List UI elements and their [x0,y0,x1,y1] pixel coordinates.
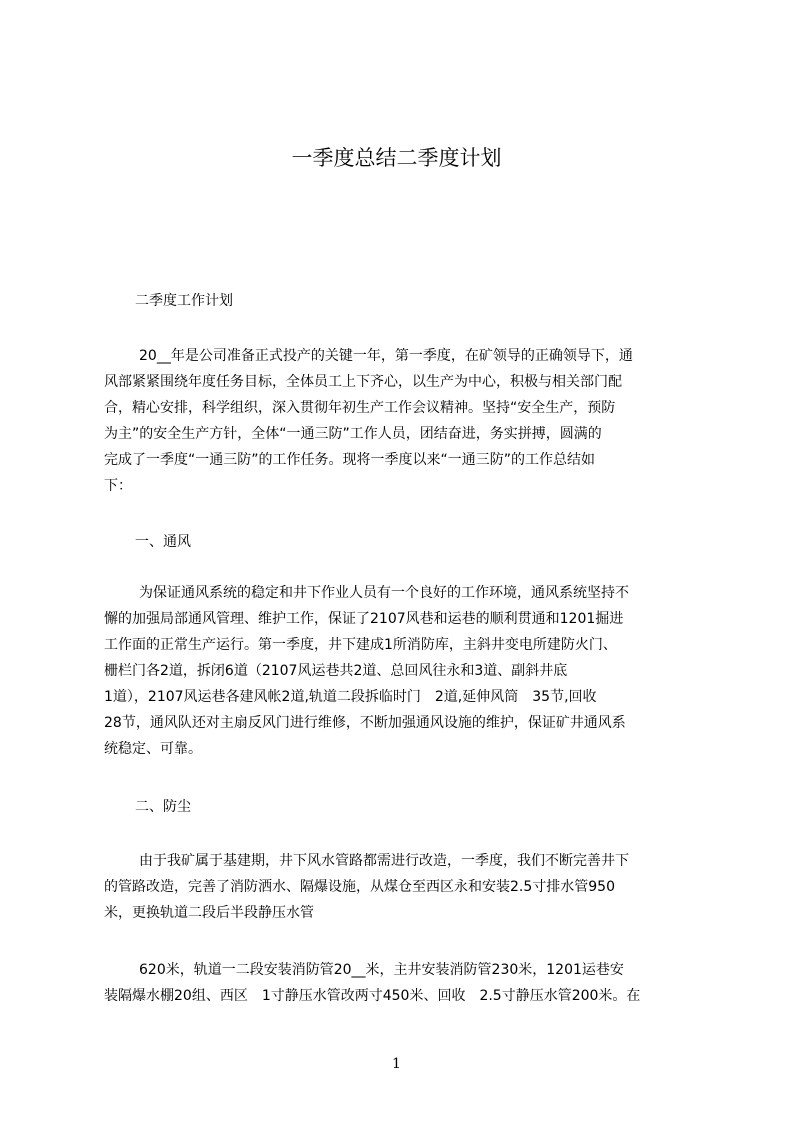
pipeline-paragraph [104,957,698,1009]
text-line: 懈的加强局部通风管理、维护工作，保证了2107风巷和运巷的顺利贯通和1201掘进 [104,611,624,627]
document-title: 一季度总结二季度计划 [291,146,502,170]
text-line: 20__年是公司准备正式投产的关键一年，第一季度，在矿领导的正确领导下，通 [139,348,633,364]
text-line: 28节，通风队还对主扇反风门进行维修，不断加强通风设施的维护，保证矿井通风系 [104,715,626,731]
dust-prevention-heading: 二、防尘 [135,799,191,815]
text-line: 由于我矿属于基建期，井下风水管路都需进行改造，一季度，我们不断完善井下 [139,853,629,869]
text-line: 1道），2107风运巷各建风帐2道,轨道二段拆临时门 2道,延伸风筒 35节,回收 [104,689,597,705]
text-line: 为主”的安全生产方针，全体“一通三防”工作人员，团结奋进，务实拼搏，圆满的 [104,426,602,442]
text-line: 统稳定、可靠。 [104,741,202,757]
text-line: 合，精心安排，科学组织，深入贯彻年初生产工作会议精神。坚持“安全生产，预防 [104,400,616,416]
text-line: 工作面的正常生产运行。第一季度，井下建成1所消防库，主斜井变电所建防火门、 [104,637,617,653]
ventilation-heading: 一、通风 [135,534,191,550]
plan-heading: 二季度工作计划 [135,293,233,309]
dust-prevention-paragraph [104,848,698,926]
text-line: 装隔爆水棚20组、西区 1寸静压水管改两寸450米、回收 2.5寸静压水管200米。在 [104,988,641,1004]
intro-paragraph [104,343,698,499]
text-line: 下： [104,478,132,494]
ventilation-paragraph [104,580,698,762]
text-line: 栅栏门各2道，拆闭6道（2107风运巷共2道、总回风往永和3道、副斜井底 [104,663,568,679]
page-number: 1 [392,1056,401,1072]
text-line: 风部紧紧围绕年度任务目标，全体员工上下齐心，以生产为中心，积极与相关部门配 [104,374,622,390]
text-line: 为保证通风系统的稳定和井下作业人员有一个良好的工作环境，通风系统坚持不 [139,585,629,601]
text-line: 米，更换轨道二段后半段静压水管 [104,905,314,921]
text-line: 完成了一季度“一通三防”的工作任务。现将一季度以来“一通三防”的工作总结如 [104,452,596,468]
text-line: 620米，轨道一二段安装消防管20__米，主井安装消防管230米，1201运巷安 [139,962,624,978]
text-line: 的管路改造，完善了消防洒水、隔爆设施，从煤仓至西区永和安装2.5寸排水管950 [104,879,615,895]
